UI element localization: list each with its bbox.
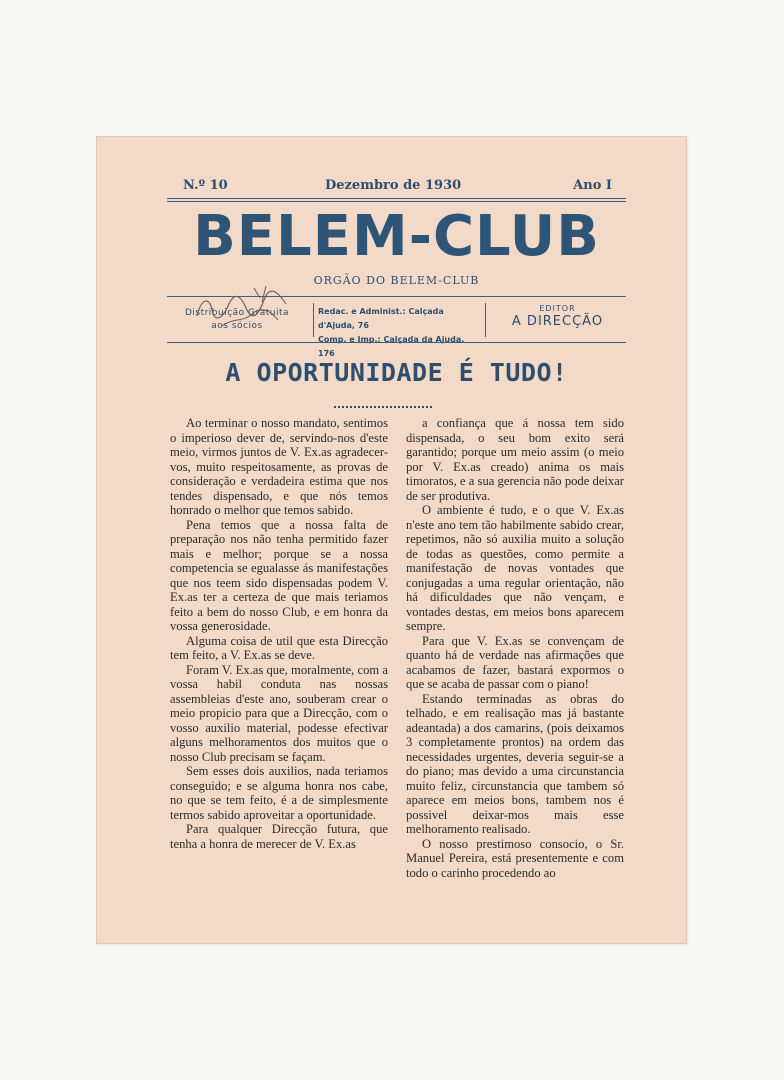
paragraph: Foram V. Ex.as que, moralmente, com a vossa habil conduta nas nossas assembleias d'este ano, souberam crear o meio propicio para que a Direcção, com o vosso auxilio material, podesse efectivar alguns melhoramentos dos muitos que o nosso Club precisam se façam. [170, 662, 388, 764]
top-rule-thin [167, 201, 626, 202]
info-rule-bottom [167, 342, 626, 343]
paragraph: Estando terminadas as obras do telhado, e em realisação mas já bastante adeantada) a dos camarins, (pois deixamos 3 completamente prontos) na ordem das necessidades urgentes, deveria seguir-se a do piano; mas devido a uma circunstancia muito feliz, circunstancia que tambem só aparece em meios bons, tambem nos é possivel deixar-mos mais esse melhoramento realisado. [406, 691, 624, 836]
article-headline: A OPORTUNIDADE É TUDO! [225, 358, 568, 387]
info-divider-1 [313, 303, 314, 337]
top-rule [167, 198, 626, 199]
editor-name: A DIRECÇÃO [511, 314, 604, 329]
paragraph: Para que V. Ex.as se convençam de quanto há de verdade nas afirmações que acabamos de fazer, bastará expormos o que se acaba de passar com o piano! [406, 633, 624, 691]
paragraph: a confiança que á nossa tem sido dispensada, o seu bom exito será garantido; porque um meio assim (o meio por V. Ex.as creado) anima os mais timoratos, e a sua gerencia não pode deixar de ser produtiva. [406, 416, 624, 503]
article-column-2 [406, 416, 624, 880]
editor-info [489, 304, 626, 329]
issue-year: Ano I [573, 178, 612, 193]
paragraph: Pena temos que a nossa falta de preparação nos não tenha permitido fazer mais e melhor; porque se a nossa competencia se egualasse ás manifestações que nos teem sido dispensadas podem V. Ex.as ter a certeza de que mais teriamos feito a bem do nosso Club, e em honra da vossa generosidade. [170, 517, 388, 633]
paragraph: Sem esses dois auxilios, nada teriamos conseguido; e se alguma honra nos cabe, no que se tem feito, é a de simplesmente termos sabido aproveitar a oportunidade. [170, 764, 388, 822]
issue-bar [167, 178, 626, 198]
issue-date: Dezembro de 1930 [325, 178, 462, 193]
newspaper-page [96, 136, 687, 944]
info-divider-2 [485, 303, 486, 337]
address-info [318, 305, 483, 361]
paragraph: Para qualquer Direcção futura, que tenha a honra de merecer de V. Ex.as [170, 822, 388, 851]
distribution-line-1: Distribuição Gratuita [184, 308, 290, 318]
handwritten-signature [192, 276, 302, 336]
editor-label: EDITOR [539, 304, 576, 313]
paragraph: O nosso prestimoso consocio, o Sr. Manuel Pereira, está presentemente e com todo o carinho procedendo ao [406, 836, 624, 880]
masthead-subtitle: ORGÃO DO BELEM-CLUB [313, 274, 480, 287]
paragraph: Alguma coisa de util que esta Direcção tem feito, a V. Ex.as se deve. [170, 633, 388, 662]
redaction-address: Redac. e Administ.: Calçada d'Ajuda, 76 [318, 307, 444, 330]
issue-number: N.º 10 [183, 178, 228, 193]
article-column-1 [170, 416, 388, 851]
composition-address: Comp. e Imp.: Calçada da Ajuda, 176 [318, 335, 465, 358]
masthead-title: BELEM-CLUB [193, 204, 600, 269]
distribution-line-2: aos sócios [211, 321, 263, 331]
paragraph: Ao terminar o nosso mandato, sentimos o imperioso dever de, servindo-nos d'este meio, virmos juntos de V. Ex.as agradecer-vos, muito respeitosamente, as provas de consideração e verdadeira estima que nos tendes dispensado, e que nós temos honrado o melhor que temos sabido. [170, 416, 388, 517]
headline-ornament [334, 406, 432, 408]
paragraph: O ambiente é tudo, e o que V. Ex.as n'este ano tem tão habilmente sabido crear, repetimos, não só auxilia muito a solução de todas as questões, como permite a manifestação de novas vontades que conjugadas a uma regular orientação, não há dificuldades que não vençam, e vontades destas, em meios bons aparecem sempre. [406, 503, 624, 633]
